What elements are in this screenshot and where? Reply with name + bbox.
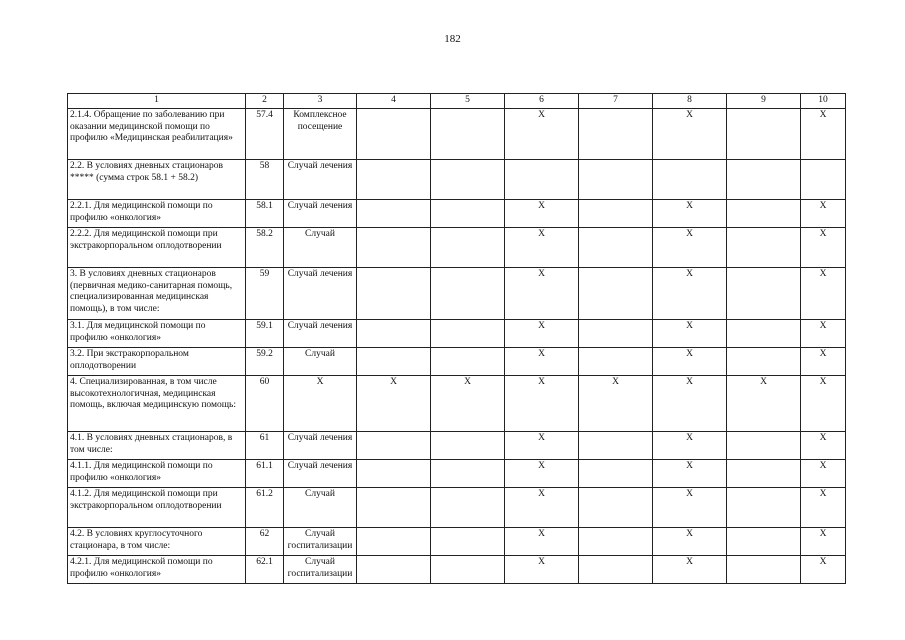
value-cell-col9	[727, 320, 801, 348]
value-cell-col9	[727, 556, 801, 584]
row-code-cell: 59.2	[246, 348, 284, 376]
value-cell-col5	[431, 528, 505, 556]
value-cell-col10: X	[801, 200, 846, 228]
value-cell-col4	[357, 200, 431, 228]
row-unit-cell: Случай	[284, 228, 357, 268]
table-header-row	[68, 94, 846, 109]
value-cell-col10	[801, 160, 846, 200]
value-cell-col4	[357, 160, 431, 200]
value-cell-col8: X	[653, 228, 727, 268]
value-cell-col10: X	[801, 320, 846, 348]
table-row	[68, 320, 846, 348]
value-cell-col5	[431, 109, 505, 160]
value-cell-col6: X	[505, 109, 579, 160]
row-label-cell: 2.1.4. Обращение по заболеванию при оказании медицинской помощи по профилю «Медицинская реабилитация»	[68, 109, 246, 160]
value-cell-col9	[727, 528, 801, 556]
value-cell-col9	[727, 460, 801, 488]
table-row	[68, 228, 846, 268]
value-cell-col5	[431, 432, 505, 460]
row-label-cell: 4.1.1. Для медицинской помощи по профилю «онкология»	[68, 460, 246, 488]
value-cell-col9	[727, 228, 801, 268]
row-unit-cell: Случай лечения	[284, 432, 357, 460]
row-label-cell: 3.2. При экстракорпоральном оплодотворении	[68, 348, 246, 376]
value-cell-col7	[579, 268, 653, 320]
table-row	[68, 376, 846, 432]
row-label-cell: 4.2. В условиях круглосуточного стационара, в том числе:	[68, 528, 246, 556]
row-unit-cell: Случай лечения	[284, 200, 357, 228]
value-cell-col7	[579, 228, 653, 268]
page-number: 182	[444, 33, 461, 45]
value-cell-col7: X	[579, 376, 653, 432]
value-cell-col9	[727, 268, 801, 320]
value-cell-col10: X	[801, 488, 846, 528]
value-cell-col9	[727, 109, 801, 160]
row-unit-cell: Случай	[284, 488, 357, 528]
value-cell-col6: X	[505, 556, 579, 584]
row-label-cell: 4.2.1. Для медицинской помощи по профилю «онкология»	[68, 556, 246, 584]
value-cell-col5	[431, 200, 505, 228]
value-cell-col8: X	[653, 320, 727, 348]
header-cell: 1	[68, 94, 246, 109]
value-cell-col8: X	[653, 528, 727, 556]
value-cell-col6: X	[505, 528, 579, 556]
row-label-cell: 2.2.2. Для медицинской помощи при экстракорпоральном оплодотворении	[68, 228, 246, 268]
value-cell-col7	[579, 160, 653, 200]
value-cell-col8: X	[653, 348, 727, 376]
header-cell: 10	[801, 94, 846, 109]
value-cell-col10: X	[801, 556, 846, 584]
value-cell-col4	[357, 228, 431, 268]
row-code-cell: 57.4	[246, 109, 284, 160]
value-cell-col4	[357, 268, 431, 320]
row-label-cell: 3. В условиях дневных стационаров (первичная медико-санитарная помощь, специализированная медицинская помощь), в том числе:	[68, 268, 246, 320]
value-cell-col4	[357, 488, 431, 528]
row-label-cell: 3.1. Для медицинской помощи по профилю «онкология»	[68, 320, 246, 348]
value-cell-col10: X	[801, 432, 846, 460]
table-row	[68, 200, 846, 228]
value-cell-col5	[431, 556, 505, 584]
row-code-cell: 62.1	[246, 556, 284, 584]
value-cell-col10: X	[801, 348, 846, 376]
value-cell-col8: X	[653, 268, 727, 320]
value-cell-col7	[579, 460, 653, 488]
table-row	[68, 488, 846, 528]
value-cell-col7	[579, 320, 653, 348]
value-cell-col8: X	[653, 556, 727, 584]
table-row	[68, 460, 846, 488]
value-cell-col7	[579, 488, 653, 528]
value-cell-col6: X	[505, 228, 579, 268]
value-cell-col4	[357, 528, 431, 556]
value-cell-col9	[727, 348, 801, 376]
row-unit-cell: Случай госпитализации	[284, 528, 357, 556]
value-cell-col4	[357, 320, 431, 348]
value-cell-col5	[431, 160, 505, 200]
value-cell-col7	[579, 348, 653, 376]
row-code-cell: 61	[246, 432, 284, 460]
table-row	[68, 109, 846, 160]
value-cell-col8: X	[653, 200, 727, 228]
value-cell-col8: X	[653, 488, 727, 528]
row-code-cell: 62	[246, 528, 284, 556]
header-cell: 8	[653, 94, 727, 109]
value-cell-col8: X	[653, 432, 727, 460]
row-code-cell: 58.1	[246, 200, 284, 228]
row-unit-cell: Случай лечения	[284, 160, 357, 200]
row-code-cell: 60	[246, 376, 284, 432]
value-cell-col6	[505, 160, 579, 200]
value-cell-col8: X	[653, 460, 727, 488]
row-unit-cell: Случай госпитализации	[284, 556, 357, 584]
header-cell: 3	[284, 94, 357, 109]
row-unit-cell: Случай лечения	[284, 460, 357, 488]
value-cell-col6: X	[505, 488, 579, 528]
value-cell-col5	[431, 348, 505, 376]
value-cell-col5	[431, 460, 505, 488]
row-label-cell: 4.1. В условиях дневных стационаров, в том числе:	[68, 432, 246, 460]
row-unit-cell: Случай	[284, 348, 357, 376]
value-cell-col9	[727, 160, 801, 200]
value-cell-col9: X	[727, 376, 801, 432]
value-cell-col8: X	[653, 109, 727, 160]
value-cell-col8: X	[653, 376, 727, 432]
value-cell-col10: X	[801, 268, 846, 320]
value-cell-col4: X	[357, 376, 431, 432]
value-cell-col7	[579, 432, 653, 460]
value-cell-col6: X	[505, 320, 579, 348]
header-cell: 6	[505, 94, 579, 109]
value-cell-col7	[579, 528, 653, 556]
value-cell-col4	[357, 460, 431, 488]
header-cell: 2	[246, 94, 284, 109]
value-cell-col7	[579, 109, 653, 160]
value-cell-col5: X	[431, 376, 505, 432]
row-unit-cell: Случай лечения	[284, 268, 357, 320]
table-row	[68, 528, 846, 556]
value-cell-col6: X	[505, 376, 579, 432]
value-cell-col5	[431, 228, 505, 268]
value-cell-col5	[431, 268, 505, 320]
row-label-cell: 2.2.1. Для медицинской помощи по профилю «онкология»	[68, 200, 246, 228]
row-unit-cell: X	[284, 376, 357, 432]
value-cell-col6: X	[505, 200, 579, 228]
value-cell-col5	[431, 488, 505, 528]
row-code-cell: 61.1	[246, 460, 284, 488]
row-label-cell: 4. Специализированная, в том числе высокотехнологичная, медицинская помощь, включая медицинскую помощь:	[68, 376, 246, 432]
row-label-cell: 2.2. В условиях дневных стационаров ***** (сумма строк 58.1 + 58.2)	[68, 160, 246, 200]
row-unit-cell: Случай лечения	[284, 320, 357, 348]
value-cell-col5	[431, 320, 505, 348]
value-cell-col9	[727, 488, 801, 528]
value-cell-col10: X	[801, 376, 846, 432]
table-row	[68, 556, 846, 584]
table-row	[68, 160, 846, 200]
row-code-cell: 59.1	[246, 320, 284, 348]
value-cell-col6: X	[505, 460, 579, 488]
value-cell-col8	[653, 160, 727, 200]
header-cell: 5	[431, 94, 505, 109]
row-code-cell: 59	[246, 268, 284, 320]
value-cell-col4	[357, 348, 431, 376]
value-cell-col10: X	[801, 460, 846, 488]
value-cell-col10: X	[801, 528, 846, 556]
data-table	[67, 93, 846, 584]
value-cell-col6: X	[505, 432, 579, 460]
table-row	[68, 432, 846, 460]
value-cell-col6: X	[505, 268, 579, 320]
header-cell: 7	[579, 94, 653, 109]
table-row	[68, 348, 846, 376]
value-cell-col10: X	[801, 109, 846, 160]
header-cell: 4	[357, 94, 431, 109]
value-cell-col7	[579, 556, 653, 584]
value-cell-col10: X	[801, 228, 846, 268]
value-cell-col9	[727, 432, 801, 460]
table-row	[68, 268, 846, 320]
row-code-cell: 61.2	[246, 488, 284, 528]
value-cell-col4	[357, 109, 431, 160]
value-cell-col4	[357, 556, 431, 584]
value-cell-col9	[727, 200, 801, 228]
row-code-cell: 58	[246, 160, 284, 200]
row-unit-cell: Комплексное посещение	[284, 109, 357, 160]
value-cell-col7	[579, 200, 653, 228]
row-label-cell: 4.1.2. Для медицинской помощи при экстракорпоральном оплодотворении	[68, 488, 246, 528]
value-cell-col6: X	[505, 348, 579, 376]
header-cell: 9	[727, 94, 801, 109]
value-cell-col4	[357, 432, 431, 460]
row-code-cell: 58.2	[246, 228, 284, 268]
